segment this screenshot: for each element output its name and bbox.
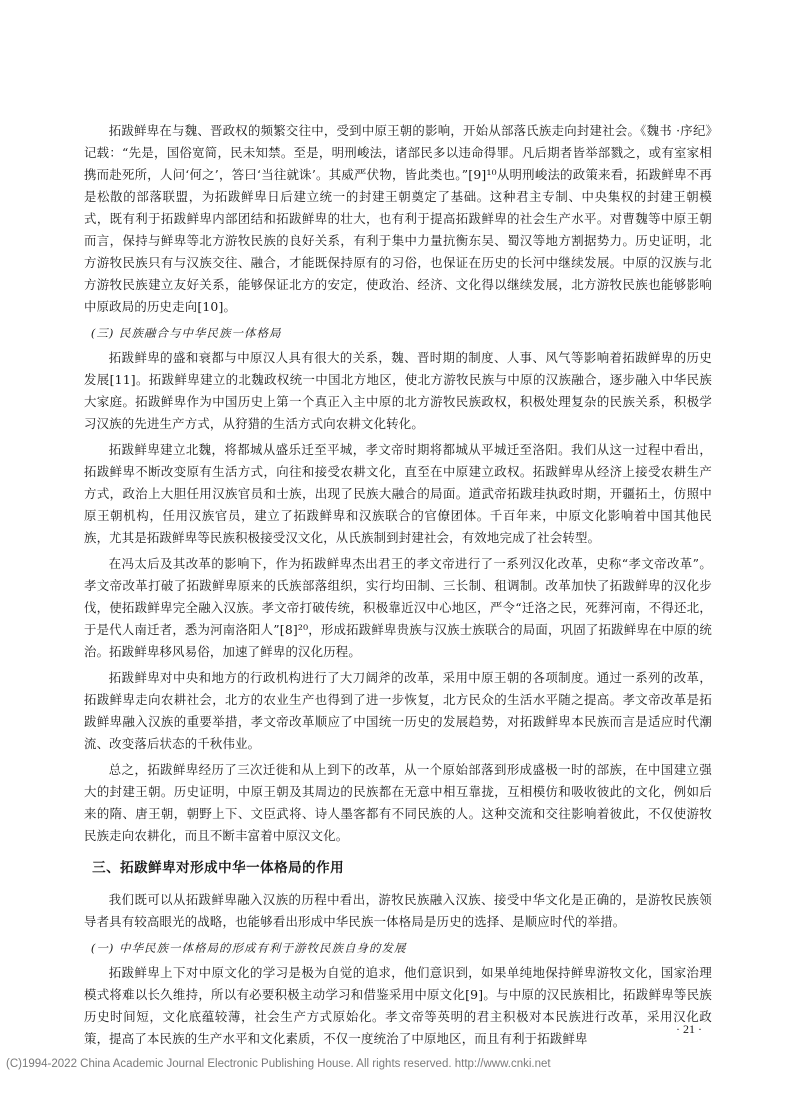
article-body (84, 120, 712, 1054)
page-number: · 21 · (676, 1022, 702, 1036)
paragraph: 总之，拓跋鲜卑经历了三次迁徙和从上到下的改革，从一个原始部落到形成盛极一时的部族，在中国建立强大的封建王朝。历史证明，中原王朝及其周边的民族都在无意中相互靠拢，互相模仿和吸收彼此的文化，例如后来的隋、唐王朝，朝野上下、文臣武将、诗人墨客都有不同民族的人。这种交流和交往影响着彼此，不仅使游牧民族走向农耕化，而且不断丰富着中原汉文化。 (84, 762, 712, 843)
subsection-heading: (三) 民族融合与中华民族一体格局 (90, 326, 282, 340)
subsection-heading: (一) 中华民族一体格局的形成有利于游牧民族自身的发展 (90, 941, 407, 955)
section-heading: 三、拓跋鲜卑对形成中华一体格局的作用 (92, 860, 345, 876)
paragraph: 拓跋鲜卑对中央和地方的行政机构进行了大刀阔斧的改革，采用中原王朝的各项制度。通过一系列的改革，拓跋鲜卑走向农耕社会，北方的农业生产也得到了进一步恢复，北方民众的生活水平随之提高。孝文帝改革是拓跋鲜卑融入汉族的重要举措，孝文帝改革顺应了中国统一历史的发展趋势，对拓跋鲜卑本民族而言是适应时代潮流、改变落后状态的千秋伟业。 (84, 670, 712, 751)
copyright-footer: (C)1994-2022 China Academic Journal Electronic Publishing House. All rights reserved. http://www.cnki.net (6, 1058, 551, 1070)
paragraph: 在冯太后及其改革的影响下，作为拓跋鲜卑杰出君王的孝文帝进行了一系列汉化改革，史称“孝文帝改革”。孝文帝改革打破了拓跋鲜卑原来的氏族部落组织，实行均田制、三长制、租调制。改革加快了拓跋鲜卑的汉化步伐，使拓跋鲜卑完全融入汉族。孝文帝打破传统，积极靠近汉中心地区，严令“迁洛之民，死葬河南，不得还北，于是代人南迁者，悉为河南洛阳人”[8]²⁰，形成拓跋鲜卑贵族与汉族士族联合的局面，巩固了拓跋鲜卑在中原的统治。拓跋鲜卑移风易俗，加速了鲜卑的汉化历程。 (84, 556, 712, 659)
paragraph: 拓跋鲜卑在与魏、晋政权的频繁交往中，受到中原王朝的影响，开始从部落氏族走向封建社会。《魏书 ·序纪》记载：“先是，国俗宽简，民未知禁。至是，明刑峻法，诸部民多以违命得罪。凡后期者皆举部戮之，或有室家相携而赴死所，人问‘何之’，答曰‘当往就诛’。其威严伏物，皆此类也。”[9]¹⁰从明刑峻法的政策来看，拓跋鲜卑不再是松散的部落联盟，为拓跋鲜卑日后建立统一的封建王朝奠定了基础。这种君主专制、中央集权的封建王朝模式，既有利于拓跋鲜卑内部团结和拓跋鲜卑的壮大，也有利于提高拓跋鲜卑的社会生产水平。对曹魏等中原王朝而言，保持与鲜卑等北方游牧民族的良好关系，有利于集中力量抗衡东吴、蜀汉等地方割据势力。历史证明，北方游牧民族只有与汉族交往、融合，才能既保持原有的习俗，也保证在历史的长河中继续发展。中原的汉族与北方游牧民族建立友好关系，能够保证北方的安定，使政治、经济、文化得以继续发展，北方游牧民族也能够影响中原政局的历史走向[10]。 (84, 123, 712, 314)
paragraph: 我们既可以从拓跋鲜卑融入汉族的历程中看出，游牧民族融入汉族、接受中华文化是正确的，是游牧民族领导者具有较高眼光的战略，也能够看出形成中华民族一体格局是历史的选择、是顺应时代的举措。 (84, 892, 712, 929)
paragraph: 拓跋鲜卑建立北魏，将都城从盛乐迁至平城，孝文帝时期将都城从平城迁至洛阳。我们从这一过程中看出，拓跋鲜卑不断改变原有生活方式，向往和接受农耕文化，直至在中原建立政权。拓跋鲜卑从经济上接受农耕生产方式，政治上大胆任用汉族官员和士族，出现了民族大融合的局面。道武帝拓跋珪执政时期，开疆拓土，仿照中原王朝机构，任用汉族官员，建立了拓跋鲜卑和汉族联合的官僚团体。千百年来，中原文化影响着中国其他民族，尤其是拓跋鲜卑等民族积极接受汉文化，从氏族制到封建社会，有效地完成了社会转型。 (84, 442, 712, 545)
paragraph: 拓跋鲜卑的盛和衰都与中原汉人具有很大的关系，魏、晋时期的制度、人事、风气等影响着拓跋鲜卑的历史发展[11]。拓跋鲜卑建立的北魏政权统一中国北方地区，使北方游牧民族与中原的汉族融合，逐步融入中华民族大家庭。拓跋鲜卑作为中国历史上第一个真正入主中原的北方游牧民族政权，积极处理复杂的民族关系，积极学习汉族的先进生产方式，从狩猎的生活方式向农耕文化转化。 (84, 350, 712, 431)
paragraph: 拓跋鲜卑上下对中原文化的学习是极为自觉的追求，他们意识到，如果单纯地保持鲜卑游牧文化，国家治理模式将难以长久维持，所以有必要积极主动学习和借鉴采用中原文化[9]。与中原的汉民族相比，拓跋鲜卑等民族历史时间短，文化底蕴较薄，社会生产方式原始化。孝文帝等英明的君主积极对本民族进行改革，采用汉化政策，提高了本民族的生产水平和文化素质，不仅一度统治了中原地区，而且有利于拓跋鲜卑 (84, 965, 712, 1046)
